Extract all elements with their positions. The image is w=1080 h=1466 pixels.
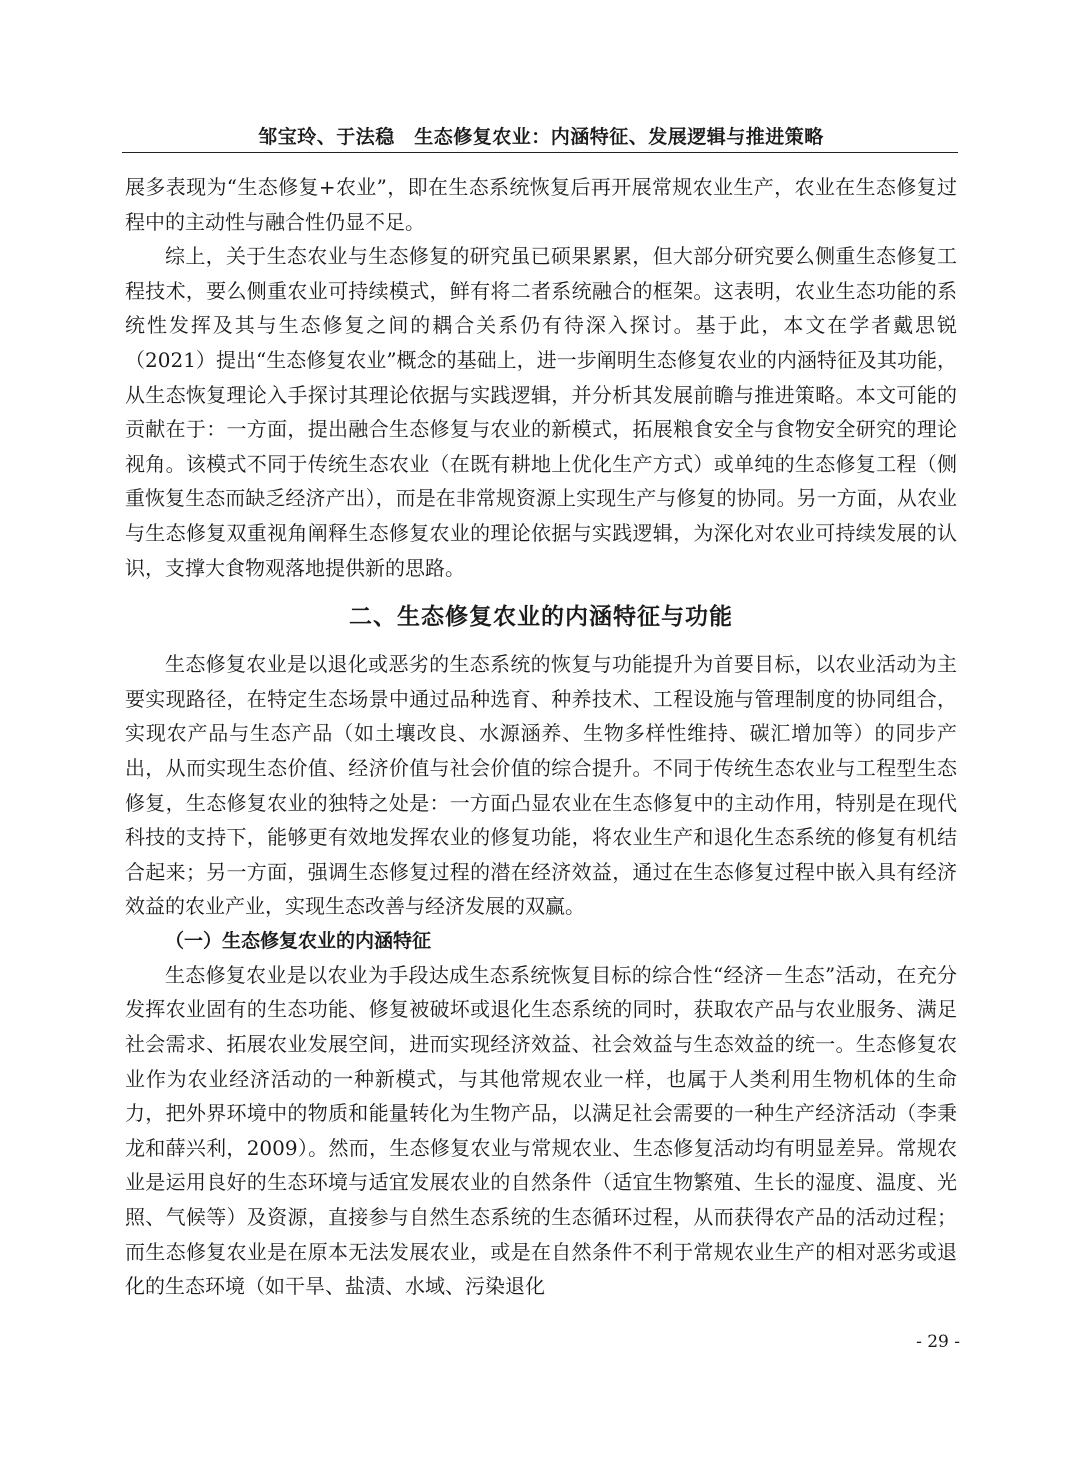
paragraph-literature-summary: 综上，关于生态农业与生态修复的研究虽已硕果累累，但大部分研究要么侧重生态修复工程技术，要么侧重农业可持续模式，鲜有将二者系统融合的框架。这表明，农业生态功能的系统性发挥及其与生态修复之间的耦合关系仍有待深入探讨。基于此，本文在学者戴思锐（2021）提出“生态修复农业”概念的基础上，进一步阐明生态修复农业的内涵特征及其功能，从生态恢复理论入手探讨其理论依据与实践逻辑，并分析其发展前瞻与推进策略。本文可能的贡献在于：一方面，提出融合生态修复与农业的新模式，拓展粮食安全与食物安全研究的理论视角。该模式不同于传统生态农业（在既有耕地上优化生产方式）或单纯的生态修复工程（侧重恢复生态而缺乏经济产出），而是在非常规资源上实现生产与修复的协同。另一方面，从农业与生态修复双重视角阐释生态修复农业的理论依据与实践逻辑，为深化对农业可持续发展的认识，支撑大食物观落地提供新的思路。 <box>125 244 957 580</box>
header-rule <box>122 152 958 153</box>
paragraph-section-intro: 生态修复农业是以退化或恶劣的生态系统的恢复与功能提升为首要目标，以农业活动为主要实现路径，在特定生态场景中通过品种选育、种养技术、工程设施与管理制度的协同组合，实现农产品与生态产品（如土壤改良、水源涵养、生物多样性维持、碳汇增加等）的同步产出，从而实现生态价值、经济价值与社会价值的综合提升。不同于传统生态农业与工程型生态修复，生态修复农业的独特之处是：一方面凸显农业在生态修复中的主动作用，特别是在现代科技的支持下，能够更有效地发挥农业的修复功能，将农业生产和退化生态系统的修复有机结合起来；另一方面，强调生态修复过程的潜在经济效益，通过在生态修复过程中嵌入具有经济效益的农业产业，实现生态改善与经济发展的双赢。 <box>125 652 957 919</box>
section-heading: 二、生态修复农业的内涵特征与功能 <box>349 604 733 631</box>
subsection-heading: （一）生态修复农业的内涵特征 <box>165 929 432 952</box>
running-header: 邹宝玲、于法稳 生态修复农业：内涵特征、发展逻辑与推进策略 <box>258 126 824 148</box>
body-text <box>125 170 957 1304</box>
page-number: - 29 - <box>916 1332 960 1352</box>
paragraph-subsection-body: 生态修复农业是以农业为手段达成生态系统恢复目标的综合性“经济－生态”活动，在充分发挥农业固有的生态功能、修复被破坏或退化生态系统的同时，获取农产品与农业服务、满足社会需求、拓展农业发展空间，进而实现经济效益、社会效益与生态效益的统一。生态修复农业作为农业经济活动的一种新模式，与其他常规农业一样，也属于人类利用生物机体的生命力，把外界环境中的物质和能量转化为生物产品，以满足社会需要的一种生产经济活动（李秉龙和薛兴利，2009）。然而，生态修复农业与常规农业、生态修复活动均有明显差异。常规农业是运用良好的生态环境与适宜发展农业的自然条件（适宜生物繁殖、生长的湿度、温度、光照、气候等）及资源，直接参与自然生态系统的生态循环过程，从而获得农产品的活动过程；而生态修复农业是在原本无法发展农业，或是在自然条件不利于常规农业生产的相对恶劣或退化的生态环境（如干旱、盐渍、水域、污染退化 <box>125 962 957 1299</box>
paragraph-continuation: 展多表现为“生态修复+农业”，即在生态系统恢复后再开展常规农业生产，农业在生态修复过程中的主动性与融合性仍显不足。 <box>125 175 957 234</box>
